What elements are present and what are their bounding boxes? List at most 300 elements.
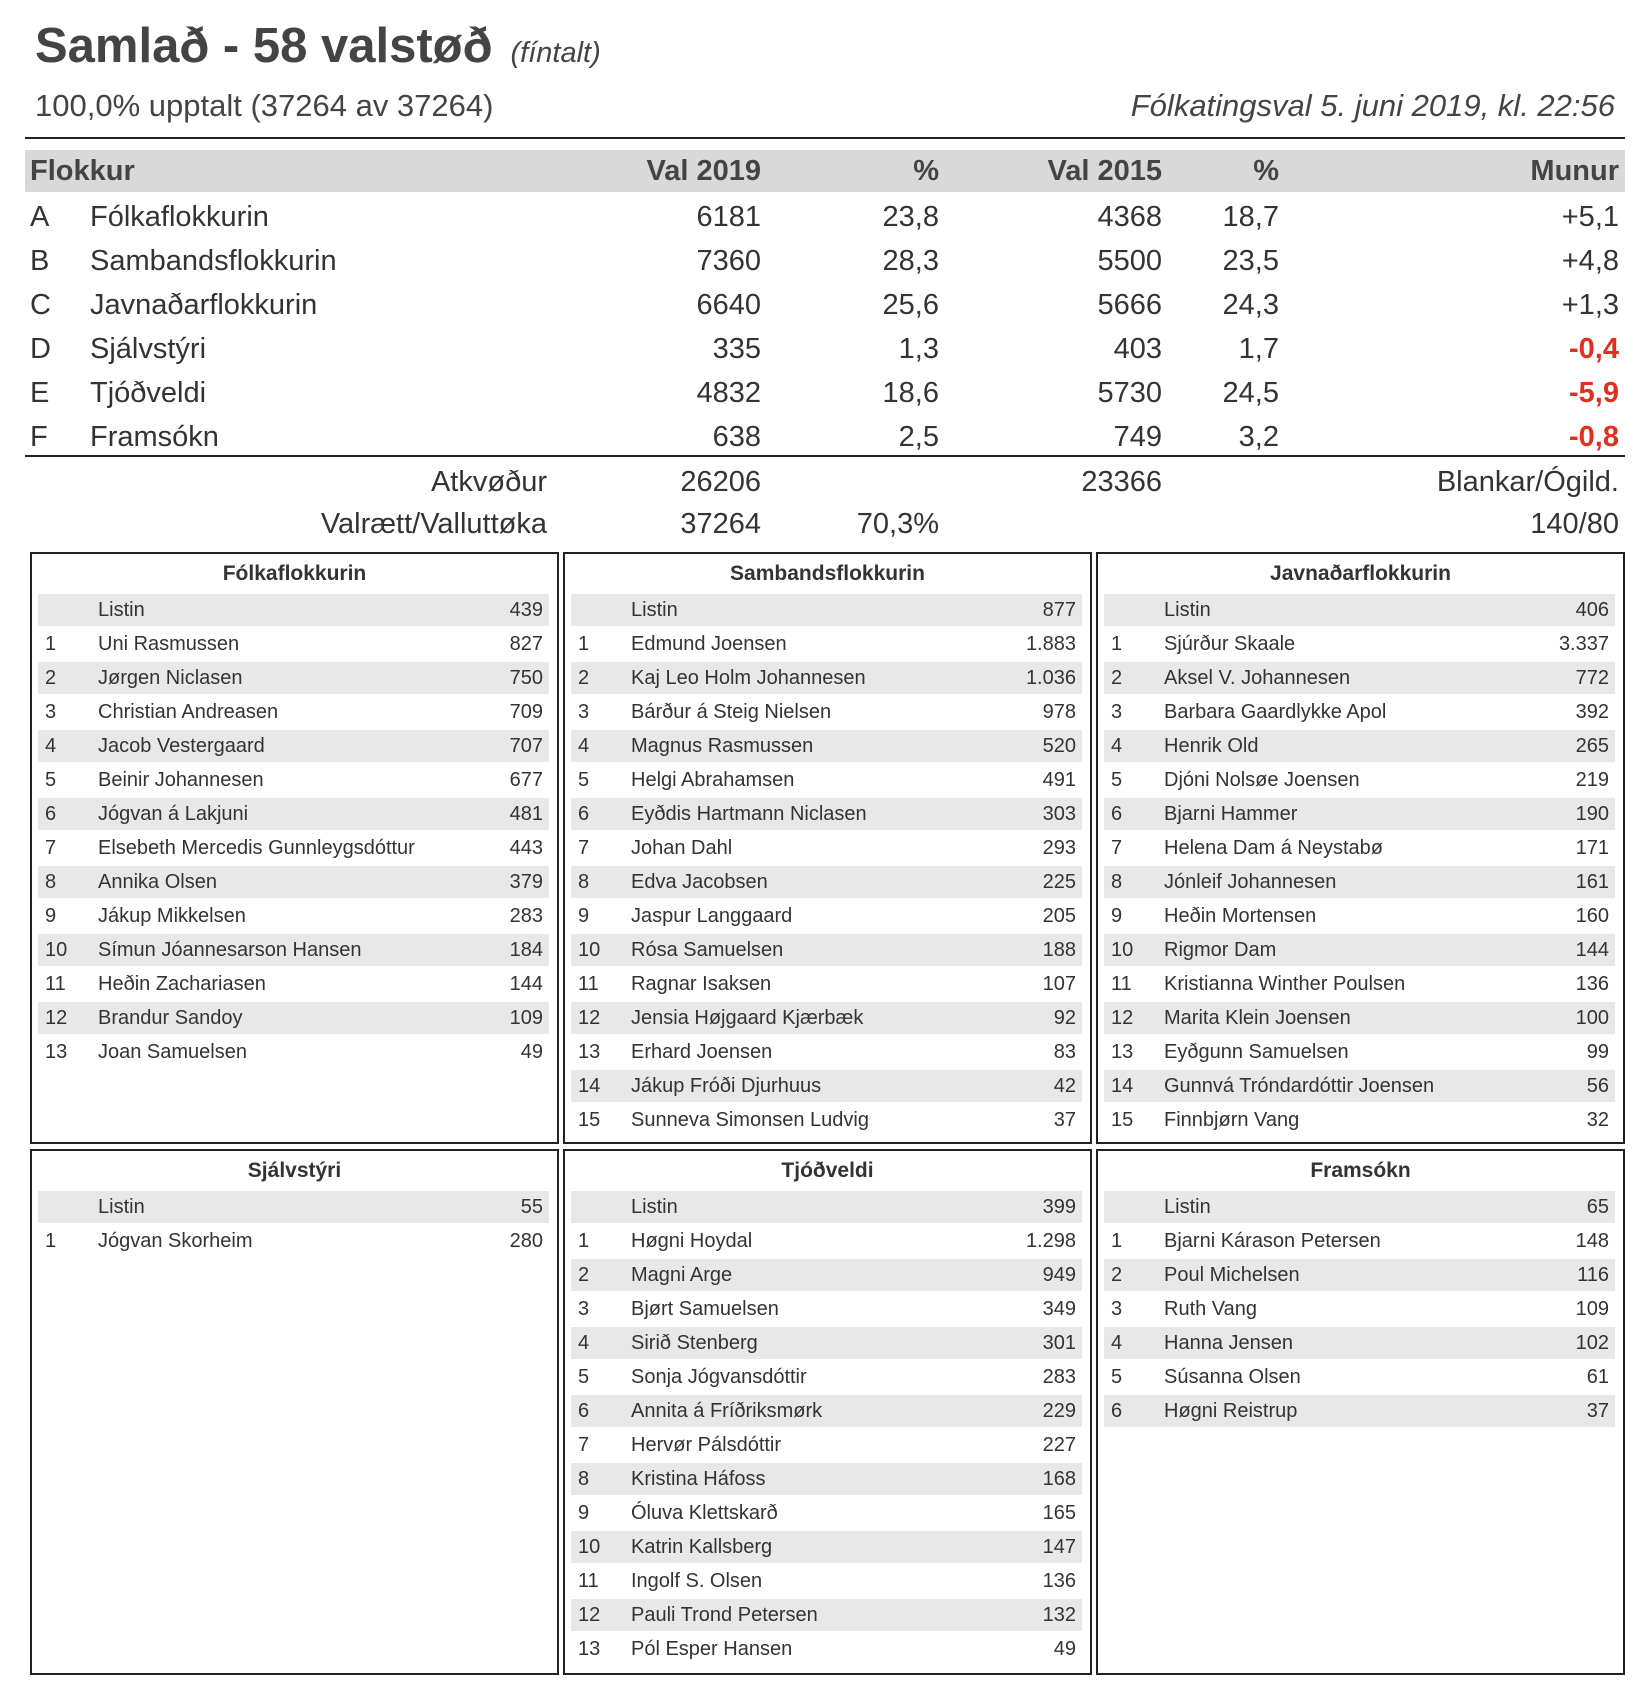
candidate-row	[571, 866, 1082, 898]
candidate-name: Jaspur Langgaard	[631, 905, 793, 927]
pct-2019: 23,8	[882, 201, 939, 233]
candidate-votes: 481	[509, 803, 543, 825]
candidate-votes: 707	[509, 735, 543, 757]
candidate-name: Hervør Pálsdóttir	[631, 1434, 782, 1456]
candidate-votes: 978	[1042, 701, 1076, 723]
candidate-number: 8	[578, 1468, 590, 1490]
candidate-number: 9	[578, 905, 590, 927]
candidate-name: Uni Rasmussen	[98, 633, 240, 655]
candidate-votes: 168	[1042, 1468, 1076, 1490]
pct-2015: 18,7	[1222, 201, 1279, 233]
candidate-number: 11	[45, 973, 66, 995]
candidate-votes: 144	[1575, 939, 1609, 961]
candidate-row	[571, 1497, 1082, 1529]
candidate-votes: 301	[1042, 1332, 1076, 1354]
candidate-votes: 491	[1042, 769, 1076, 791]
candidate-row	[1104, 628, 1615, 660]
candidate-number: 6	[1111, 803, 1123, 825]
votes-2015: 4368	[1097, 201, 1162, 233]
summary-row	[25, 371, 1625, 415]
candidate-name: Bjarni Kárason Petersen	[1164, 1230, 1381, 1252]
candidate-row	[571, 1070, 1082, 1102]
candidate-votes: 42	[1053, 1075, 1076, 1097]
candidate-name: Edmund Joensen	[631, 633, 787, 655]
candidate-name: Katrin Kallsberg	[631, 1536, 773, 1558]
candidate-name: Edva Jacobsen	[631, 871, 768, 893]
candidate-row	[571, 1463, 1082, 1495]
candidate-number: 3	[578, 1298, 590, 1320]
votes-total-2015: 23366	[1081, 466, 1162, 498]
pct-2019: 1,3	[898, 333, 939, 365]
col-header-pct-2015: %	[1253, 155, 1279, 187]
party-box-title: Tjóðveldi	[781, 1159, 874, 1182]
candidate-name: Sirið Stenberg	[631, 1332, 758, 1354]
candidate-row	[38, 798, 549, 830]
candidate-row	[571, 1293, 1082, 1325]
candidate-name: Eyðgunn Samuelsen	[1164, 1041, 1349, 1063]
candidate-number: 13	[1111, 1041, 1134, 1063]
candidate-name: Jensia Højgaard Kjærbæk	[631, 1007, 864, 1029]
list-votes: 877	[1042, 599, 1076, 621]
candidate-votes: 49	[1053, 1638, 1076, 1660]
diff-value: +4,8	[1561, 245, 1619, 277]
candidate-number: 12	[45, 1007, 68, 1029]
summary-row	[25, 327, 1625, 371]
votes-2019: 7360	[696, 245, 761, 277]
candidate-number: 15	[578, 1109, 601, 1131]
candidate-row	[38, 730, 549, 762]
votes-2015: 403	[1113, 333, 1162, 365]
candidate-number: 13	[578, 1041, 601, 1063]
candidate-number: 4	[1111, 735, 1123, 757]
list-votes: 65	[1586, 1196, 1609, 1218]
party-box-title: Sjálvstýri	[247, 1159, 342, 1182]
blank-invalid-value: 140/80	[1530, 508, 1619, 540]
party-box-title: Sambandsflokkurin	[730, 562, 925, 585]
candidate-votes: 303	[1042, 803, 1076, 825]
party-letter: E	[30, 377, 50, 409]
candidate-votes: 219	[1575, 769, 1609, 791]
candidate-votes: 349	[1042, 1298, 1076, 1320]
candidate-name: Pauli Trond Petersen	[631, 1604, 818, 1626]
summary-row	[25, 239, 1625, 283]
candidate-votes: 32	[1586, 1109, 1609, 1131]
candidate-row	[571, 934, 1082, 966]
candidate-name: Helena Dam á Neystabø	[1164, 837, 1383, 859]
candidate-name: Súsanna Olsen	[1164, 1366, 1301, 1388]
col-header-diff: Munur	[1530, 155, 1619, 187]
candidate-number: 5	[1111, 1366, 1123, 1388]
candidate-name: Christian Andreasen	[98, 701, 279, 723]
candidate-votes: 107	[1042, 973, 1076, 995]
candidate-votes: 37	[1053, 1109, 1076, 1131]
candidate-number: 10	[45, 939, 68, 961]
list-votes: 406	[1575, 599, 1609, 621]
candidate-row	[38, 832, 549, 864]
candidate-votes: 102	[1575, 1332, 1609, 1354]
candidate-votes: 229	[1042, 1400, 1076, 1422]
party-box-title: Fólkaflokkurin	[222, 562, 367, 585]
list-votes-row	[571, 594, 1082, 626]
candidate-name: Bjørt Samuelsen	[631, 1298, 779, 1320]
candidate-votes: 61	[1586, 1366, 1609, 1388]
votes-total-2019: 26206	[680, 466, 761, 498]
candidate-name: Ingolf S. Olsen	[631, 1570, 763, 1592]
candidate-name: Heðin Zachariasen	[98, 973, 266, 995]
candidate-number: 12	[578, 1007, 601, 1029]
party-name: Fólkaflokkurin	[90, 201, 269, 233]
party-letter: C	[30, 289, 51, 321]
candidate-row	[1104, 968, 1615, 1000]
candidate-row	[1104, 934, 1615, 966]
candidate-number: 7	[578, 837, 590, 859]
candidate-votes: 949	[1042, 1264, 1076, 1286]
candidate-votes: 171	[1575, 837, 1609, 859]
votes-2019: 638	[712, 421, 761, 453]
candidate-votes: 99	[1586, 1041, 1609, 1063]
candidate-row	[38, 900, 549, 932]
candidate-name: Pól Esper Hansen	[631, 1638, 793, 1660]
candidate-votes: 283	[1042, 1366, 1076, 1388]
candidate-votes: 188	[1042, 939, 1076, 961]
candidate-votes: 225	[1042, 871, 1076, 893]
candidate-name: Djóni Nolsøe Joensen	[1164, 769, 1360, 791]
candidate-row	[1104, 1395, 1615, 1427]
candidate-number: 10	[1111, 939, 1134, 961]
candidate-row	[571, 1002, 1082, 1034]
votes-2019: 4832	[696, 377, 761, 409]
candidate-row	[1104, 662, 1615, 694]
votes-2015: 5500	[1097, 245, 1162, 277]
candidate-name: Jacob Vestergaard	[98, 735, 265, 757]
candidate-votes: 160	[1575, 905, 1609, 927]
candidate-row	[1104, 1104, 1615, 1136]
candidate-name: Rigmor Dam	[1164, 939, 1277, 961]
candidate-row	[571, 1599, 1082, 1631]
votes-2015: 749	[1113, 421, 1162, 453]
candidate-number: 5	[45, 769, 57, 791]
pct-2019: 2,5	[898, 421, 939, 453]
list-votes: 439	[509, 599, 543, 621]
party-box	[1096, 552, 1625, 1144]
candidate-row	[571, 662, 1082, 694]
candidate-votes: 1.036	[1025, 667, 1076, 689]
candidate-row	[571, 1361, 1082, 1393]
candidate-number: 11	[1111, 973, 1132, 995]
candidate-row	[1104, 798, 1615, 830]
candidate-votes: 205	[1042, 905, 1076, 927]
party-box-title: Javnaðarflokkurin	[1270, 562, 1451, 585]
candidate-number: 4	[45, 735, 57, 757]
candidate-row	[38, 764, 549, 796]
party-letter: D	[30, 333, 51, 365]
candidate-name: Ragnar Isaksen	[631, 973, 772, 995]
candidate-name: Rósa Samuelsen	[631, 939, 784, 961]
candidate-row	[571, 968, 1082, 1000]
diff-value: -0,4	[1569, 333, 1619, 365]
party-name: Sambandsflokkurin	[90, 245, 337, 277]
candidate-votes: 100	[1575, 1007, 1609, 1029]
candidate-name: Heðin Mortensen	[1164, 905, 1317, 927]
candidate-votes: 136	[1575, 973, 1609, 995]
candidate-votes: 772	[1575, 667, 1609, 689]
candidate-votes: 750	[509, 667, 543, 689]
candidate-number: 5	[578, 1366, 590, 1388]
summary-header-row	[25, 150, 1625, 192]
candidate-votes: 709	[509, 701, 543, 723]
candidate-name: Henrik Old	[1164, 735, 1259, 757]
candidate-votes: 3.337	[1558, 633, 1609, 655]
pct-2015: 1,7	[1238, 333, 1279, 365]
candidate-row	[38, 628, 549, 660]
candidate-number: 9	[578, 1502, 590, 1524]
candidate-name: Annita á Fríðriksmørk	[631, 1400, 823, 1422]
pct-2015: 23,5	[1222, 245, 1279, 277]
candidate-row	[571, 1395, 1082, 1427]
diff-value: +5,1	[1561, 201, 1619, 233]
candidate-row	[571, 764, 1082, 796]
candidate-number: 4	[1111, 1332, 1123, 1354]
candidate-number: 4	[578, 1332, 590, 1354]
candidate-row	[1104, 866, 1615, 898]
list-label: Listin	[98, 599, 145, 621]
counted-status: 100,0% upptalt (37264 av 37264)	[35, 88, 494, 123]
candidate-row	[1104, 900, 1615, 932]
candidate-number: 8	[578, 871, 590, 893]
candidate-number: 6	[45, 803, 57, 825]
candidate-number: 15	[1111, 1109, 1134, 1131]
summary-row	[25, 415, 1625, 459]
candidate-name: Poul Michelsen	[1164, 1264, 1300, 1286]
candidate-name: Brandur Sandoy	[98, 1007, 243, 1029]
candidate-number: 8	[45, 871, 57, 893]
party-name: Framsókn	[90, 421, 219, 453]
candidate-name: Joan Samuelsen	[98, 1041, 247, 1063]
candidate-name: Bárður á Steig Nielsen	[631, 701, 832, 723]
candidate-number: 9	[1111, 905, 1123, 927]
candidate-votes: 109	[509, 1007, 543, 1029]
list-label: Listin	[98, 1196, 145, 1218]
candidate-name: Eyðdis Hartmann Niclasen	[631, 803, 867, 825]
candidate-number: 1	[45, 633, 57, 655]
summary-row	[25, 195, 1625, 239]
candidate-name: Marita Klein Joensen	[1164, 1007, 1351, 1029]
candidate-votes: 49	[520, 1041, 543, 1063]
diff-value: -5,9	[1569, 377, 1619, 409]
candidate-name: Erhard Joensen	[631, 1041, 773, 1063]
candidate-row	[571, 798, 1082, 830]
candidate-number: 12	[1111, 1007, 1134, 1029]
candidate-name: Magnus Rasmussen	[631, 735, 814, 757]
candidate-row	[1104, 1002, 1615, 1034]
votes-2015: 5666	[1097, 289, 1162, 321]
candidate-number: 6	[1111, 1400, 1123, 1422]
candidate-votes: 280	[509, 1230, 543, 1252]
candidate-number: 1	[1111, 633, 1123, 655]
candidate-votes: 109	[1575, 1298, 1609, 1320]
party-letter: F	[30, 421, 48, 453]
candidate-number: 2	[1111, 1264, 1123, 1286]
candidate-number: 9	[45, 905, 57, 927]
party-box	[30, 552, 559, 1144]
col-header-pct-2019: %	[913, 155, 939, 187]
candidate-name: Jørgen Niclasen	[98, 667, 243, 689]
candidate-name: Finnbjørn Vang	[1164, 1109, 1300, 1131]
candidate-votes: 283	[509, 905, 543, 927]
candidate-votes: 190	[1575, 803, 1609, 825]
party-box	[30, 1149, 559, 1675]
diff-value: -0,8	[1569, 421, 1619, 453]
candidate-number: 2	[578, 1264, 590, 1286]
list-label: Listin	[631, 1196, 678, 1218]
turnout-row	[25, 502, 1625, 546]
candidate-votes: 144	[509, 973, 543, 995]
candidate-number: 10	[578, 939, 601, 961]
votes-2019: 335	[712, 333, 761, 365]
votes-2019: 6181	[696, 201, 761, 233]
candidate-row	[571, 1429, 1082, 1461]
candidate-name: Sjúrður Skaale	[1164, 633, 1296, 655]
candidate-row	[38, 662, 549, 694]
votes-label: Atkvøður	[430, 466, 547, 498]
candidate-name: Jógvan á Lakjuni	[98, 803, 249, 825]
candidate-row	[38, 1036, 549, 1068]
summary-row	[25, 283, 1625, 327]
candidate-name: Annika Olsen	[98, 871, 217, 893]
candidate-name: Helgi Abrahamsen	[631, 769, 795, 791]
list-label: Listin	[631, 599, 678, 621]
candidate-number: 2	[578, 667, 590, 689]
votes-2019: 6640	[696, 289, 761, 321]
candidate-name: Sunneva Simonsen Ludvig	[631, 1109, 869, 1131]
header-divider	[25, 137, 1625, 139]
candidate-votes: 56	[1586, 1075, 1609, 1097]
pct-2015: 24,5	[1222, 377, 1279, 409]
votes-total-row	[25, 460, 1625, 504]
candidate-votes: 37	[1586, 1400, 1609, 1422]
candidate-name: Símun Jóannesarson Hansen	[98, 939, 362, 961]
party-box	[563, 1149, 1092, 1675]
candidate-row	[1104, 1070, 1615, 1102]
list-votes: 399	[1042, 1196, 1076, 1218]
candidate-votes: 147	[1042, 1536, 1076, 1558]
candidate-number: 4	[578, 735, 590, 757]
candidate-votes: 116	[1577, 1264, 1609, 1286]
candidate-name: Kaj Leo Holm Johannesen	[631, 667, 866, 689]
list-votes: 55	[520, 1196, 543, 1218]
candidate-votes: 92	[1053, 1007, 1076, 1029]
candidate-number: 7	[1111, 837, 1123, 859]
list-votes-row	[1104, 1191, 1615, 1223]
candidate-row	[571, 832, 1082, 864]
candidate-votes: 443	[509, 837, 543, 859]
candidate-name: Ruth Vang	[1164, 1298, 1258, 1320]
candidate-row	[1104, 1259, 1615, 1291]
pct-2015: 3,2	[1238, 421, 1279, 453]
candidate-row	[571, 1259, 1082, 1291]
candidate-number: 3	[578, 701, 590, 723]
votes-2015: 5730	[1097, 377, 1162, 409]
diff-value: +1,3	[1561, 289, 1619, 321]
summary-divider	[25, 455, 1625, 457]
candidate-name: Bjarni Hammer	[1164, 803, 1298, 825]
candidate-number: 8	[1111, 871, 1123, 893]
candidate-votes: 392	[1575, 701, 1609, 723]
candidate-number: 11	[578, 973, 599, 995]
candidate-number: 6	[578, 803, 590, 825]
candidate-number: 13	[45, 1041, 68, 1063]
candidate-row	[38, 866, 549, 898]
candidate-number: 10	[578, 1536, 601, 1558]
party-name: Javnaðarflokkurin	[90, 289, 318, 321]
candidate-row	[1104, 1225, 1615, 1257]
candidate-row	[1104, 764, 1615, 796]
candidate-name: Høgni Reistrup	[1164, 1400, 1298, 1422]
candidate-number: 2	[45, 667, 57, 689]
candidate-name: Elsebeth Mercedis Gunnleygsdóttur	[98, 837, 415, 859]
party-box	[1096, 1149, 1625, 1675]
blank-invalid-label: Blankar/Ógild.	[1436, 466, 1619, 498]
results-page	[25, 0, 1625, 1702]
candidate-votes: 148	[1575, 1230, 1609, 1252]
party-name: Tjóðveldi	[90, 377, 207, 409]
candidate-number: 1	[1111, 1230, 1123, 1252]
candidate-row	[571, 730, 1082, 762]
candidate-number: 1	[45, 1230, 57, 1252]
party-box	[563, 552, 1092, 1144]
candidate-row	[38, 696, 549, 728]
turnout-percent: 70,3%	[856, 508, 939, 540]
candidate-votes: 677	[509, 769, 543, 791]
candidate-row	[571, 1565, 1082, 1597]
party-letter: A	[30, 201, 50, 233]
col-header-party: Flokkur	[30, 155, 135, 187]
list-votes-row	[1104, 594, 1615, 626]
candidate-number: 7	[578, 1434, 590, 1456]
candidate-row	[571, 1531, 1082, 1563]
candidate-row	[571, 1225, 1082, 1257]
candidate-votes: 227	[1042, 1434, 1076, 1456]
pct-2015: 24,3	[1222, 289, 1279, 321]
candidate-name: Jónleif Johannesen	[1164, 871, 1337, 893]
candidate-row	[38, 1225, 549, 1257]
col-header-val-2019: Val 2019	[646, 155, 761, 187]
candidate-row	[38, 968, 549, 1000]
candidate-row	[1104, 730, 1615, 762]
candidate-name: Jákup Mikkelsen	[98, 905, 246, 927]
candidate-name: Beinir Johannesen	[98, 769, 264, 791]
candidate-name: Kristianna Winther Poulsen	[1164, 973, 1406, 995]
candidate-row	[571, 1104, 1082, 1136]
page-title: Samlað - 58 valstøð	[35, 19, 493, 73]
candidate-votes: 161	[1575, 871, 1609, 893]
page-subtitle: (fíntalt)	[510, 37, 601, 69]
candidate-number: 7	[45, 837, 57, 859]
party-letter: B	[30, 245, 50, 277]
candidate-name: Barbara Gaardlykke Apol	[1164, 701, 1387, 723]
candidate-votes: 165	[1042, 1502, 1076, 1524]
candidate-row	[571, 1633, 1082, 1665]
candidate-row	[1104, 1036, 1615, 1068]
candidate-name: Magni Arge	[631, 1264, 733, 1286]
candidate-row	[571, 900, 1082, 932]
candidate-votes: 132	[1042, 1604, 1076, 1626]
candidate-name: Jákup Fróði Djurhuus	[631, 1075, 822, 1097]
list-label: Listin	[1164, 1196, 1211, 1218]
candidate-row	[1104, 696, 1615, 728]
candidate-row	[38, 1002, 549, 1034]
pct-2019: 28,3	[882, 245, 939, 277]
